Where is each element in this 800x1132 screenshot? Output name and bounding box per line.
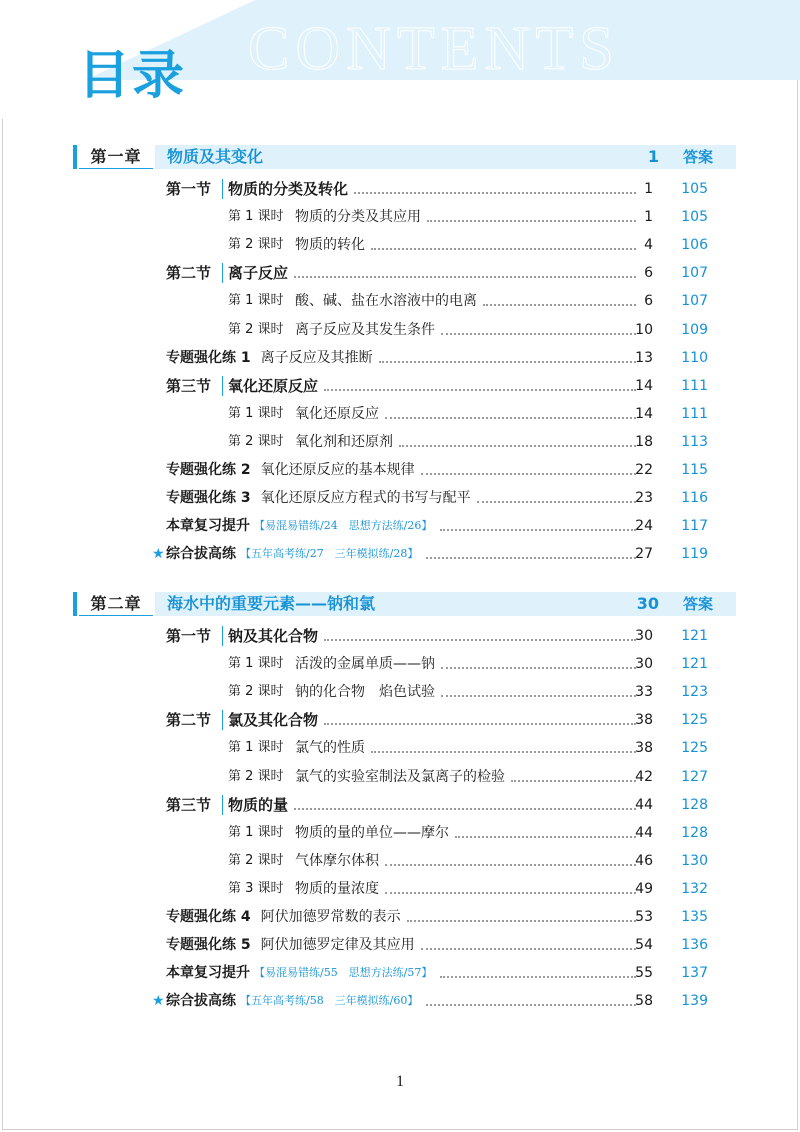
lesson-title: 氯气的性质 [295, 740, 365, 757]
toc-entry[interactable] [0, 456, 800, 484]
exercise-label: 专题强化练 5 [166, 937, 251, 954]
exercise-label: 专题强化练 2 [166, 462, 251, 478]
dot-leader [440, 976, 636, 978]
dot-leader [440, 529, 636, 531]
entry-answer-page: 121 [681, 656, 708, 673]
lesson-title: 氧化还原反应 [295, 405, 379, 422]
dot-leader [354, 192, 636, 194]
entry-page: 30 [635, 656, 653, 673]
lesson-title: 物质的分类及其应用 [295, 209, 421, 226]
toc-entry[interactable] [0, 987, 800, 1015]
exercise-label: 专题强化练 3 [166, 490, 251, 507]
toc-entry[interactable] [0, 316, 800, 344]
entry-answer-page: 127 [681, 768, 708, 785]
toc-entry[interactable] [0, 706, 800, 734]
lesson-label: 第 2 课时 [228, 237, 284, 253]
entry-page: 1 [644, 209, 653, 226]
section-divider [222, 376, 223, 396]
dot-leader [324, 389, 636, 391]
entry-answer-page: 132 [681, 880, 708, 897]
lesson-title: 氧化剂和还原剂 [295, 433, 393, 450]
entry-answer-page: 105 [681, 181, 708, 197]
answer-header: 答案 [671, 592, 725, 616]
exercise-title: 离子反应及其推断 [260, 349, 373, 366]
dot-leader [379, 361, 636, 363]
entry-answer-page: 117 [681, 518, 708, 535]
dot-leader [426, 1004, 636, 1006]
entry-page: 6 [644, 265, 653, 282]
section-divider [222, 795, 223, 815]
toc-entry[interactable] [0, 400, 800, 428]
lesson-title: 离子反应及其发生条件 [295, 321, 435, 338]
entry-answer-page: 109 [681, 321, 708, 338]
dot-leader [399, 445, 636, 447]
entry-page: 53 [635, 909, 653, 925]
entry-answer-page: 107 [681, 265, 708, 282]
dot-leader [455, 836, 636, 838]
comprehensive-label: 综合拔高练 [166, 993, 236, 1010]
star-icon: ★ [152, 546, 165, 563]
toc-entry[interactable] [0, 622, 800, 650]
lesson-title: 钠的化合物 焰色试验 [295, 684, 435, 701]
review-label: 本章复习提升 [166, 518, 250, 535]
entry-page: 4 [644, 237, 653, 254]
section-label: 第三节 [166, 795, 212, 814]
entry-answer-page: 137 [681, 965, 708, 982]
toc-entry[interactable] [0, 231, 800, 259]
entry-answer-page: 116 [681, 490, 708, 507]
lesson-label: 第 3 课时 [228, 880, 284, 896]
dot-leader [324, 639, 636, 641]
exercise-title: 氧化还原反应的基本规律 [260, 462, 415, 478]
lesson-title: 物质的量的单位——摩尔 [295, 824, 449, 841]
entry-page: 55 [635, 965, 653, 982]
exercise-title: 阿伏加德罗常数的表示 [260, 909, 401, 925]
bracket-note: 【易混易错练/24 思想方法练/26】 [253, 519, 433, 533]
toc-entry[interactable] [0, 931, 800, 959]
answer-header: 答案 [671, 145, 725, 169]
entry-page: 38 [635, 740, 653, 757]
section-title: 氧化还原反应 [228, 376, 319, 395]
lesson-label: 第 2 课时 [228, 321, 284, 337]
entry-answer-page: 119 [681, 546, 708, 563]
toc-entry[interactable] [0, 791, 800, 819]
toc-entry[interactable] [0, 875, 800, 903]
entry-answer-page: 105 [681, 209, 708, 226]
bracket-note: 【五年高考练/58 三年模拟练/60】 [239, 994, 419, 1008]
dot-leader [385, 864, 636, 866]
bracket-note: 【五年高考练/27 三年模拟练/28】 [239, 547, 419, 561]
dot-leader [407, 920, 636, 922]
entry-answer-page: 121 [681, 628, 708, 644]
lesson-label: 第 2 课时 [228, 684, 284, 700]
dot-leader [294, 808, 636, 810]
entry-page: 10 [635, 321, 653, 338]
entry-answer-page: 136 [681, 937, 708, 954]
toc-entry[interactable] [0, 287, 800, 315]
entry-answer-page: 113 [681, 433, 708, 450]
toc-entry[interactable] [0, 428, 800, 456]
dot-leader [371, 248, 636, 250]
entry-answer-page: 111 [681, 405, 708, 422]
entry-page: 46 [635, 852, 653, 869]
lesson-title: 物质的量浓度 [295, 880, 379, 897]
entry-answer-page: 139 [681, 993, 708, 1010]
entry-answer-page: 111 [681, 377, 708, 394]
exercise-title: 阿伏加德罗定律及其应用 [260, 937, 415, 954]
lesson-title: 物质的转化 [295, 237, 365, 254]
exercise-label: 专题强化练 1 [166, 349, 251, 366]
bracket-note: 【易混易错练/55 思想方法练/57】 [253, 966, 433, 980]
lesson-label: 第 2 课时 [228, 852, 284, 868]
entry-answer-page: 128 [681, 824, 708, 841]
entry-page: 49 [635, 880, 653, 897]
lesson-label: 第 1 课时 [228, 405, 284, 421]
entry-page: 54 [635, 937, 653, 954]
entry-page: 6 [644, 293, 653, 310]
entry-page: 24 [635, 518, 653, 535]
entry-page: 23 [635, 490, 653, 507]
section-title: 氯及其化合物 [228, 711, 319, 730]
lesson-title: 酸、碱、盐在水溶液中的电离 [295, 293, 477, 310]
toc-entry[interactable] [0, 734, 800, 762]
lesson-label: 第 1 课时 [228, 293, 284, 309]
chapter-header[interactable] [73, 592, 733, 616]
chapter-accent-bar [73, 145, 77, 169]
page-title: 目录 [78, 46, 187, 106]
dot-leader [324, 723, 636, 725]
entry-answer-page: 125 [681, 740, 708, 757]
entry-answer-page: 135 [681, 909, 708, 925]
entry-answer-page: 115 [681, 462, 708, 478]
lesson-title: 气体摩尔体积 [295, 852, 379, 869]
entry-page: 27 [635, 546, 653, 563]
toc-entry[interactable] [0, 344, 800, 372]
lesson-label: 第 1 课时 [228, 209, 284, 225]
toc-entry[interactable] [0, 959, 800, 987]
contents-watermark: CONTENTS [248, 15, 620, 83]
entry-page: 42 [635, 768, 653, 785]
entry-page: 44 [635, 796, 653, 813]
section-divider [222, 626, 223, 646]
dot-leader [441, 695, 636, 697]
section-label: 第三节 [166, 376, 212, 395]
entry-page: 30 [635, 628, 653, 644]
section-title: 物质的量 [228, 795, 289, 814]
chapter-title: 物质及其变化 [167, 147, 264, 166]
section-divider [222, 710, 223, 730]
chapter-accent-bar [73, 592, 77, 616]
toc-entry[interactable] [0, 819, 800, 847]
dot-leader [421, 948, 636, 950]
entry-page: 14 [635, 405, 653, 422]
section-label: 第二节 [166, 711, 212, 730]
exercise-label: 专题强化练 4 [166, 909, 251, 925]
chapter-page: 30 [636, 594, 659, 613]
lesson-label: 第 2 课时 [228, 768, 284, 784]
dot-leader [385, 892, 636, 894]
entry-page: 18 [635, 433, 653, 450]
entry-page: 38 [635, 712, 653, 729]
section-title: 物质的分类及转化 [228, 180, 349, 198]
section-label: 第一节 [166, 180, 212, 198]
toc-entry[interactable] [0, 372, 800, 400]
star-icon: ★ [152, 993, 165, 1010]
chapter-label: 第一章 [79, 145, 153, 169]
chapter-label: 第二章 [79, 592, 153, 616]
exercise-title: 氧化还原反应方程式的书写与配平 [260, 490, 471, 507]
comprehensive-label: 综合拔高练 [166, 546, 236, 563]
entry-page: 1 [644, 181, 653, 197]
dot-leader [421, 473, 636, 475]
lesson-label: 第 1 课时 [228, 824, 284, 840]
dot-leader [441, 333, 636, 335]
dot-leader [426, 557, 636, 559]
dot-leader [385, 417, 636, 419]
lesson-title: 氯气的实验室制法及氯离子的检验 [295, 768, 505, 785]
entry-answer-page: 110 [681, 349, 708, 366]
section-label: 第二节 [166, 264, 212, 283]
chapter-title: 海水中的重要元素——钠和氯 [167, 594, 376, 613]
dot-leader [294, 276, 636, 278]
section-divider [222, 263, 223, 283]
toc-entry[interactable] [0, 484, 800, 512]
entry-answer-page: 123 [681, 684, 708, 701]
lesson-label: 第 2 课时 [228, 433, 284, 449]
section-label: 第一节 [166, 627, 212, 645]
toc-entry[interactable] [0, 903, 800, 931]
page-number: 1 [396, 1073, 404, 1090]
dot-leader [371, 751, 636, 753]
toc-entry[interactable] [0, 678, 800, 706]
section-divider [222, 179, 223, 199]
dot-leader [427, 220, 636, 222]
toc-entry[interactable] [0, 650, 800, 678]
lesson-label: 第 1 课时 [228, 740, 284, 756]
toc-entry[interactable] [0, 847, 800, 875]
lesson-label: 第 1 课时 [228, 656, 284, 672]
section-title: 离子反应 [228, 264, 289, 283]
entry-page: 33 [635, 684, 653, 701]
entry-answer-page: 106 [681, 237, 708, 254]
entry-page: 22 [635, 462, 653, 478]
toc-entry[interactable] [0, 512, 800, 540]
section-title: 钠及其化合物 [228, 627, 319, 645]
toc-entry[interactable] [0, 175, 800, 203]
entry-page: 58 [635, 993, 653, 1010]
entry-answer-page: 125 [681, 712, 708, 729]
chapter-page: 1 [647, 147, 659, 166]
toc-entry[interactable] [0, 203, 800, 231]
dot-leader [441, 667, 636, 669]
toc-entry[interactable] [0, 763, 800, 791]
entry-page: 44 [635, 824, 653, 841]
entry-answer-page: 107 [681, 293, 708, 310]
toc-entry[interactable] [0, 540, 800, 568]
review-label: 本章复习提升 [166, 965, 250, 982]
entry-page: 14 [635, 377, 653, 394]
toc-entry[interactable] [0, 259, 800, 287]
entry-page: 13 [635, 349, 653, 366]
lesson-title: 活泼的金属单质——钠 [295, 656, 435, 673]
chapter-header[interactable] [73, 145, 733, 169]
entry-answer-page: 128 [681, 796, 708, 813]
entry-answer-page: 130 [681, 852, 708, 869]
